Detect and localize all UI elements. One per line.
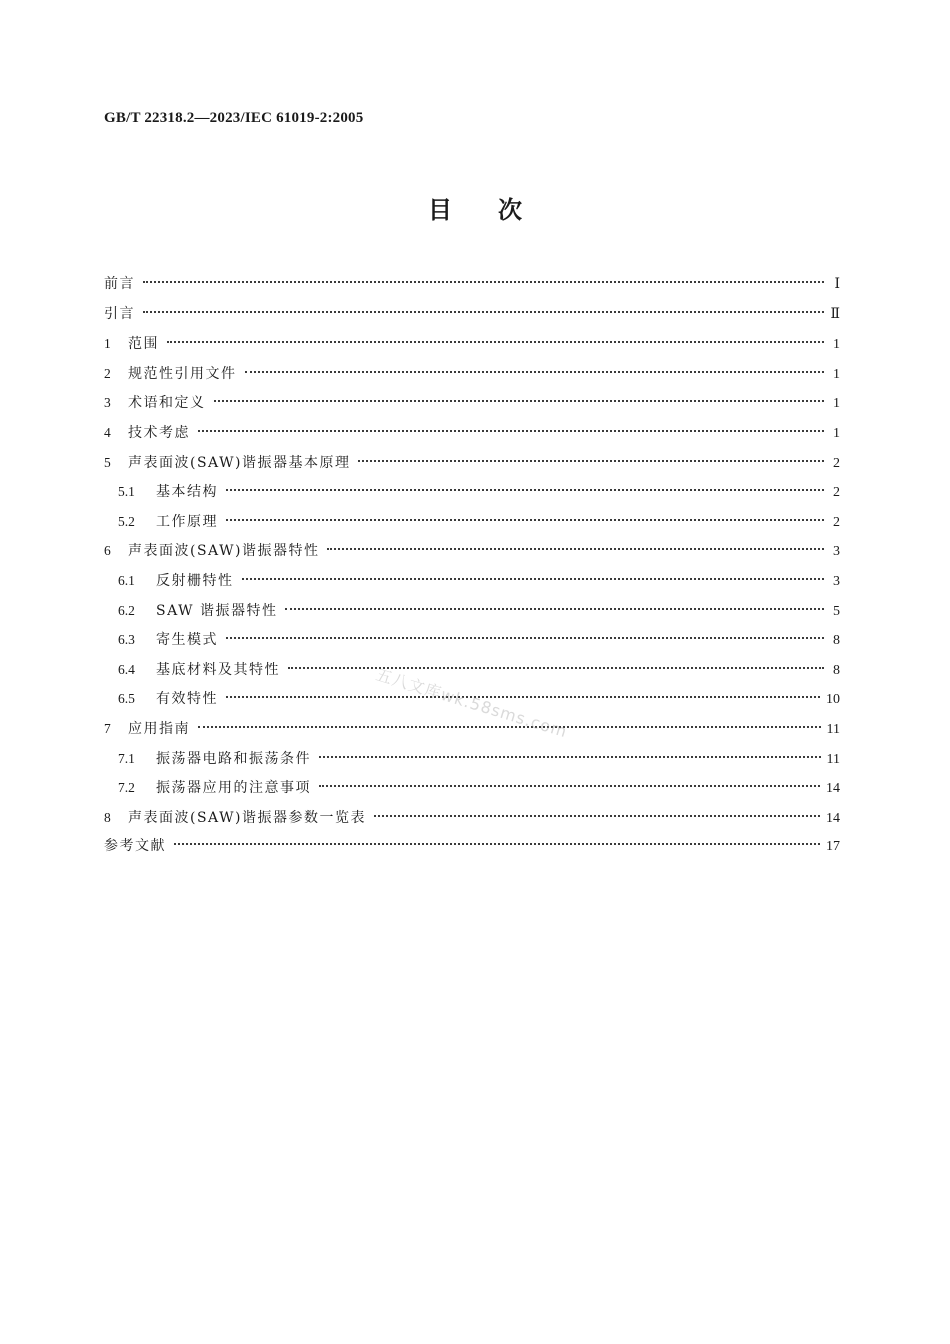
toc-entry-label: 声表面波(SAW)谐振器基本原理 — [128, 454, 351, 471]
toc-entry-page: 14 — [826, 810, 840, 826]
page-title: 目次 — [428, 196, 568, 224]
toc-entry-number: 6.1 — [118, 572, 135, 588]
dot-leader — [319, 785, 820, 787]
dot-leader — [374, 815, 820, 817]
toc-entry[interactable] — [104, 329, 840, 359]
dot-leader — [167, 341, 824, 343]
toc-entry-label: 应用指南 — [128, 720, 190, 737]
toc-entry-page: 10 — [826, 692, 840, 708]
toc-entry[interactable] — [104, 418, 840, 448]
toc-entry-label: 振荡器应用的注意事项 — [156, 780, 311, 797]
toc-entry-number: 5 — [104, 454, 111, 470]
toc-entry-page: 5 — [833, 603, 840, 619]
dot-leader — [242, 578, 825, 580]
toc-entry-number: 6.4 — [118, 661, 135, 677]
toc-entry-label: 前言 — [104, 276, 135, 292]
dot-leader — [358, 460, 824, 462]
dot-leader — [226, 696, 820, 698]
toc-entry-number: 6 — [104, 543, 111, 559]
toc-entry-page: 8 — [833, 662, 840, 678]
toc-entry-page: 11 — [826, 721, 840, 737]
dot-leader — [285, 608, 824, 610]
toc-entry-page: 17 — [826, 839, 840, 855]
toc-entry-number: 5.1 — [118, 484, 135, 500]
toc-entry-page: 2 — [833, 455, 840, 471]
toc-entry-label: 规范性引用文件 — [128, 365, 237, 382]
toc-entry[interactable] — [104, 388, 840, 418]
standard-number: GB/T 22318.2—2023/IEC 61019-2:2005 — [104, 110, 364, 126]
toc-entry-number: 6.2 — [118, 602, 135, 618]
toc-entry-page: 1 — [833, 425, 840, 441]
toc-entry-number: 6.5 — [118, 691, 135, 707]
toc-entry[interactable] — [104, 596, 840, 626]
dot-leader — [214, 400, 825, 402]
toc-entry[interactable] — [104, 773, 840, 803]
toc-entry[interactable] — [104, 832, 840, 862]
toc-entry[interactable] — [104, 507, 840, 537]
toc-entry-label: 基底材料及其特性 — [156, 661, 280, 678]
toc-entry-label: 声表面波(SAW)谐振器特性 — [128, 543, 320, 560]
toc-entry-label: 参考文献 — [104, 838, 166, 855]
toc-entry-number: 2 — [104, 365, 111, 381]
toc-entry[interactable] — [104, 803, 840, 833]
toc-entry[interactable] — [104, 566, 840, 596]
toc-entry[interactable] — [104, 714, 840, 744]
toc-entry-page: 2 — [833, 514, 840, 530]
toc-entry-page: 2 — [833, 485, 840, 501]
toc-entry-page: 3 — [833, 544, 840, 560]
toc-entry-page: 11 — [826, 751, 840, 767]
toc-entry[interactable] — [104, 625, 840, 655]
toc-entry-page: 1 — [833, 337, 840, 353]
toc-entry-page: Ⅱ — [830, 306, 840, 322]
toc-entry-page: 3 — [833, 573, 840, 589]
toc-entry[interactable] — [104, 477, 840, 507]
toc-entry-number: 6.3 — [118, 632, 135, 648]
toc-entry[interactable] — [104, 270, 840, 300]
toc-entry-number: 1 — [104, 336, 111, 352]
toc-entry[interactable] — [104, 536, 840, 566]
toc-entry-number: 8 — [104, 809, 111, 825]
toc-entry-page: 1 — [833, 366, 840, 382]
toc-entry-label: 有效特性 — [156, 691, 218, 708]
toc-entry-number: 7.2 — [118, 780, 135, 796]
toc-entry-label: 声表面波(SAW)谐振器参数一览表 — [128, 809, 366, 826]
dot-leader — [198, 726, 821, 728]
toc-entry-number: 7 — [104, 720, 111, 736]
toc-entry-page: 8 — [833, 633, 840, 649]
toc-entry-label: 技术考虑 — [128, 424, 190, 441]
toc-entry-number: 5.2 — [118, 513, 135, 529]
dot-leader — [245, 371, 825, 373]
toc-entry[interactable] — [104, 744, 840, 774]
watermark: 五八文库wk.58sms.com — [373, 664, 570, 742]
toc-entry-label: 范围 — [128, 336, 159, 353]
table-of-contents — [104, 270, 840, 862]
dot-leader — [174, 843, 820, 845]
toc-entry-number: 7.1 — [118, 750, 135, 766]
toc-entry-label: SAW 谐振器特性 — [156, 602, 278, 619]
toc-entry-page: 1 — [833, 396, 840, 412]
toc-entry-label: 寄生模式 — [156, 632, 218, 649]
toc-entry[interactable] — [104, 359, 840, 389]
toc-entry-page: 14 — [826, 781, 840, 797]
toc-entry[interactable] — [104, 300, 840, 330]
toc-entry-label: 基本结构 — [156, 484, 218, 501]
dot-leader — [143, 311, 824, 313]
toc-entry-label: 术语和定义 — [128, 395, 206, 412]
dot-leader — [226, 519, 824, 521]
toc-entry[interactable] — [104, 448, 840, 478]
toc-entry-label: 振荡器电路和振荡条件 — [156, 750, 311, 767]
dot-leader — [143, 281, 824, 283]
dot-leader — [198, 430, 824, 432]
toc-entry-page: Ⅰ — [834, 277, 840, 292]
toc-entry-label: 引言 — [104, 305, 135, 322]
dot-leader — [319, 756, 821, 758]
toc-entry-number: 3 — [104, 395, 111, 411]
toc-entry-label: 工作原理 — [156, 513, 218, 530]
toc-entry-number: 4 — [104, 424, 111, 440]
dot-leader — [288, 667, 824, 669]
toc-entry[interactable] — [104, 655, 840, 685]
toc-entry-label: 反射栅特性 — [156, 572, 234, 589]
dot-leader — [327, 548, 824, 550]
dot-leader — [226, 637, 824, 639]
dot-leader — [226, 489, 824, 491]
